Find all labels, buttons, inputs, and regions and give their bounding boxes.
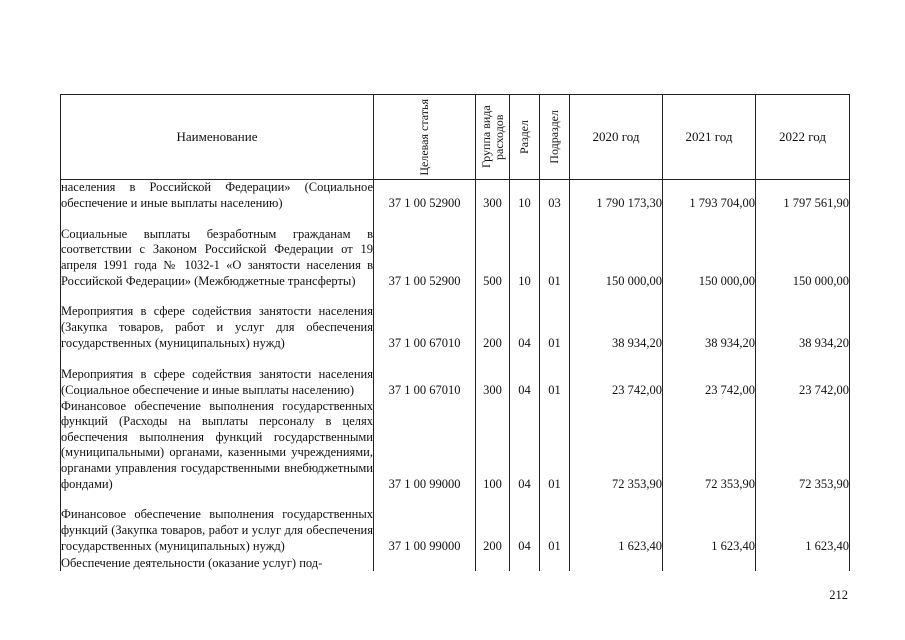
header-target-article: Целевая статья — [374, 95, 476, 180]
table-row — [61, 180, 850, 212]
row-2022 — [756, 554, 850, 571]
table-row — [61, 492, 850, 554]
row-2020: 72 353,90 — [570, 398, 663, 492]
row-2022: 1 797 561,90 — [756, 180, 850, 212]
row-name: Финансовое обеспечение выполнения государственных функций (Закупка товаров, работ и услуг для обеспечения государственных (муниципальных) нужд) — [61, 492, 374, 554]
row-target-article: 37 1 00 99000 — [374, 492, 476, 554]
row-target-article: 37 1 00 52900 — [374, 180, 476, 212]
budget-table — [60, 94, 850, 571]
row-expense-group — [476, 554, 510, 571]
row-name: Обеспечение деятельности (оказание услуг) под- — [61, 554, 374, 571]
row-expense-group: 300 — [476, 351, 510, 398]
row-2021: 1 793 704,00 — [663, 180, 756, 212]
row-2022: 150 000,00 — [756, 211, 850, 289]
header-subsection: Подраздел — [540, 95, 570, 180]
header-expense-group: Группа вида расходов — [476, 95, 510, 180]
row-target-article: 37 1 00 67010 — [374, 351, 476, 398]
row-2022: 1 623,40 — [756, 492, 850, 554]
row-section: 04 — [510, 351, 540, 398]
row-2021: 38 934,20 — [663, 289, 756, 351]
row-section: 04 — [510, 289, 540, 351]
row-name: Социальные выплаты безработным гражданам в соответствии с Законом Российской Федерации от 19 апреля 1991 года № 1032-1 «О занятости населения в Российской Федерации» (Межбюджетные трансферты) — [61, 211, 374, 289]
row-2020: 150 000,00 — [570, 211, 663, 289]
row-2021: 72 353,90 — [663, 398, 756, 492]
table-row — [61, 211, 850, 289]
header-2022: 2022 год — [756, 95, 850, 180]
row-target-article: 37 1 00 67010 — [374, 289, 476, 351]
row-expense-group: 200 — [476, 492, 510, 554]
row-target-article — [374, 554, 476, 571]
row-2020: 38 934,20 — [570, 289, 663, 351]
row-expense-group: 100 — [476, 398, 510, 492]
row-2021: 23 742,00 — [663, 351, 756, 398]
header-2020: 2020 год — [570, 95, 663, 180]
row-section: 04 — [510, 398, 540, 492]
row-section: 10 — [510, 180, 540, 212]
row-section: 10 — [510, 211, 540, 289]
page-number: 212 — [829, 588, 848, 602]
row-2020: 1 790 173,30 — [570, 180, 663, 212]
row-2021 — [663, 554, 756, 571]
row-expense-group: 200 — [476, 289, 510, 351]
row-2021: 1 623,40 — [663, 492, 756, 554]
row-name: Мероприятия в сфере содействия занятости населения (Закупка товаров, работ и услуг для обеспечения государственных (муниципальных) нужд) — [61, 289, 374, 351]
row-subsection — [540, 554, 570, 571]
row-2022: 23 742,00 — [756, 351, 850, 398]
row-2022: 72 353,90 — [756, 398, 850, 492]
row-target-article: 37 1 00 52900 — [374, 211, 476, 289]
row-2020 — [570, 554, 663, 571]
header-2021: 2021 год — [663, 95, 756, 180]
row-name: Мероприятия в сфере содействия занятости населения (Социальное обеспечение и иные выплаты населению) — [61, 351, 374, 398]
header-name: Наименование — [61, 95, 374, 180]
row-subsection: 01 — [540, 289, 570, 351]
row-2020: 1 623,40 — [570, 492, 663, 554]
row-target-article: 37 1 00 99000 — [374, 398, 476, 492]
row-subsection: 01 — [540, 492, 570, 554]
table-header-row — [61, 95, 850, 180]
row-subsection: 01 — [540, 211, 570, 289]
row-2021: 150 000,00 — [663, 211, 756, 289]
header-section: Раздел — [510, 95, 540, 180]
row-section: 04 — [510, 492, 540, 554]
row-expense-group: 500 — [476, 211, 510, 289]
row-name: населения в Российской Федерации» (Социальное обеспечение и иные выплаты населению) — [61, 180, 373, 210]
table-row — [61, 554, 850, 571]
row-subsection: 03 — [540, 180, 570, 212]
row-2022: 38 934,20 — [756, 289, 850, 351]
row-2020: 23 742,00 — [570, 351, 663, 398]
row-subsection: 01 — [540, 398, 570, 492]
row-subsection: 01 — [540, 351, 570, 398]
row-section — [510, 554, 540, 571]
row-name: Финансовое обеспечение выполнения государственных функций (Расходы на выплаты персоналу в целях обеспечения выполнения функций государственными (муниципальными) органами, казенными учреждениями, органами управления государственными внебюджетными фондами) — [61, 398, 373, 491]
table-row — [61, 289, 850, 351]
row-expense-group: 300 — [476, 180, 510, 212]
table-row — [61, 351, 850, 398]
table-row — [61, 398, 850, 492]
